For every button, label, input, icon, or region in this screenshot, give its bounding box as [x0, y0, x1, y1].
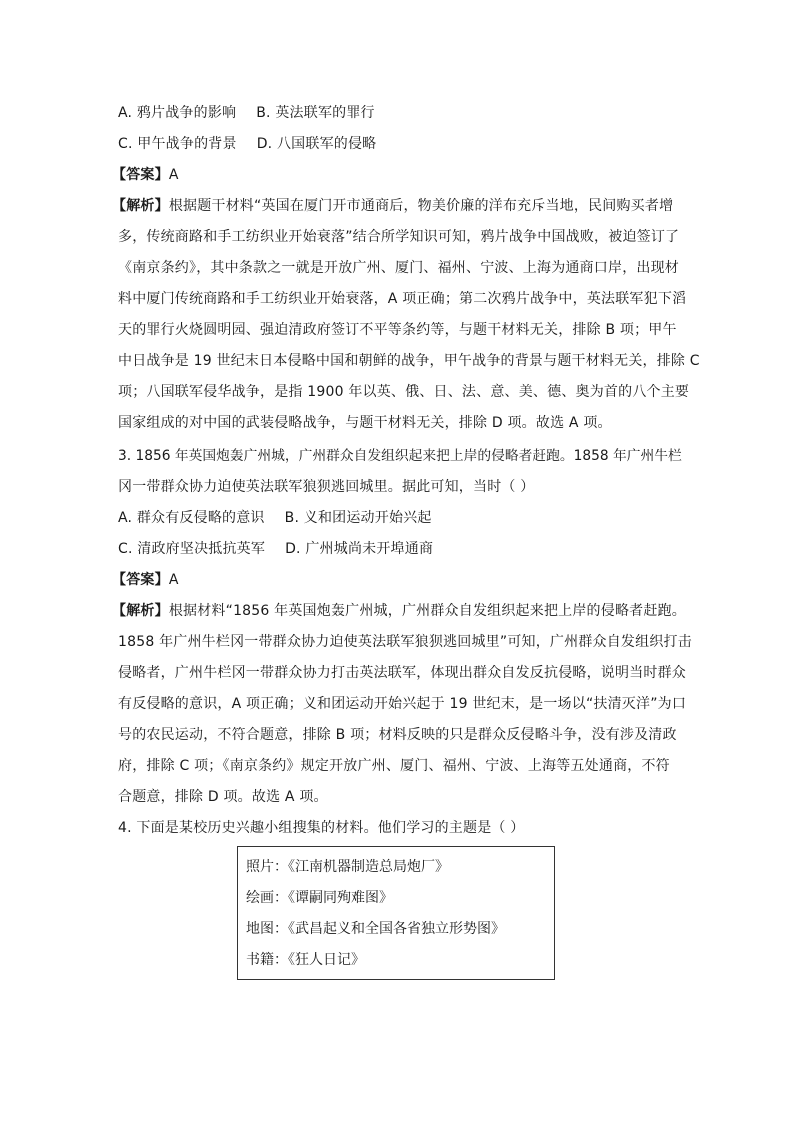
q2-analysis-label: 【解析】: [112, 198, 169, 214]
q3-option-b: B. 义和团运动开始兴起: [284, 510, 432, 526]
q2-analysis-line-7: 项；八国联军侵华战争，是指 1900 年以英、俄、日、法、意、美、德、奥为首的八个主要: [118, 384, 690, 400]
q3-analysis-line-7: 合题意，排除 D 项。故选 A 项。: [118, 789, 328, 805]
q3-analysis-line-4: 有反侵略的意识，A 项正确；义和团运动开始兴起于 19 世纪末，是一场以“扶清灭洋”为口: [118, 696, 687, 712]
q4-stem: 4. 下面是某校历史兴趣小组搜集的材料。他们学习的主题是（ ）: [118, 820, 525, 836]
q2-answer-value: A: [168, 167, 179, 183]
q4-materials-box: [237, 846, 555, 980]
q4-material-book: 书籍：《狂人日记》: [246, 952, 365, 968]
q4-material-map: 地图：《武昌起义和全国各省独立形势图》: [246, 921, 505, 937]
q3-analysis-line-3: 侵略者，广州牛栏冈一带群众协力打击英法联军，体现出群众自发反抗侵略，说明当时群众: [118, 665, 686, 681]
q3-analysis-text: 根据材料“1856 年英国炮轰广州城，广州群众自发组织起来把上岸的侵略者赶跑。: [168, 603, 686, 619]
q3-analysis-line-5: 号的农民运动，不符合题意，排除 B 项；材料反映的只是群众反侵略斗争，没有涉及清政: [118, 727, 677, 743]
q3-option-a: A. 群众有反侵略的意识: [118, 510, 265, 526]
q2-analysis-line-2: 多，传统商路和手工纺织业开始衰落”结合所学知识可知，鸦片战争中国战败，被迫签订了: [118, 229, 680, 245]
q4-material-painting: 绘画：《谭嗣同殉难图》: [246, 890, 393, 906]
q2-analysis-line-3: 《南京条约》，其中条款之一就是开放广州、厦门、福州、宁波、上海为通商口岸，出现材: [118, 260, 679, 276]
q3-stem-line-2: 冈一带群众协力迫使英法联军狼狈逃回城里。据此可知，当时（ ）: [118, 479, 535, 495]
q2-analysis-line-1: [112, 196, 673, 216]
q2-analysis-line-8: 国家组成的对中国的武装侵略战争，与题干材料无关，排除 D 项。故选 A 项。: [118, 415, 612, 431]
q3-analysis-label: 【解析】: [112, 603, 169, 619]
q2-options-row-2: [118, 134, 376, 154]
q3-options-row-2: [118, 539, 433, 559]
q2-option-c: C. 甲午战争的背景: [118, 136, 237, 152]
q2-options-row-1: [118, 103, 375, 123]
q2-analysis-line-6: 中日战争是 19 世纪末日本侵略中国和朝鲜的战争，甲午战争的背景与题干材料无关，排除 C: [118, 353, 700, 369]
q4-material-photo: 照片：《江南机器制造总局炮厂》: [246, 859, 449, 875]
q2-option-a: A. 鸦片战争的影响: [118, 105, 237, 121]
q3-analysis-line-1: [112, 601, 686, 621]
q3-answer-label: 【答案】: [112, 572, 169, 588]
q3-option-d: D. 广州城尚未开埠通商: [285, 541, 434, 557]
q2-analysis-line-5: 天的罪行火烧圆明园、强迫清政府签订不平等条约等，与题干材料无关，排除 B 项；甲午: [118, 322, 677, 338]
q2-answer-label: 【答案】: [112, 167, 169, 183]
q2-option-d: D. 八国联军的侵略: [256, 136, 377, 152]
q3-stem-line-1: 3. 1856 年英国炮轰广州城，广州群众自发组织起来把上岸的侵略者赶跑。1858 年广州牛栏: [118, 448, 682, 464]
q3-analysis-line-6: 府，排除 C 项；《南京条约》规定开放广州、厦门、福州、宁波、上海等五处通商，不符: [118, 758, 670, 774]
q3-analysis-line-2: 1858 年广州牛栏冈一带群众协力迫使英法联军狼狈逃回城里”可知，广州群众自发组织打击: [118, 634, 692, 650]
q3-option-c: C. 清政府坚决抵抗英军: [118, 541, 266, 557]
q3-answer-value: A: [168, 572, 179, 588]
q2-analysis-text: 根据题干材料“英国在厦门开市通商后，物美价廉的洋布充斥当地，民间购买者增: [168, 198, 674, 214]
q3-answer: [112, 570, 179, 590]
q2-answer: [112, 165, 179, 185]
q2-analysis-line-4: 料中厦门传统商路和手工纺织业开始衰落，A 项正确；第二次鸦片战争中，英法联军犯下滔: [118, 291, 687, 307]
q2-option-b: B. 英法联军的罪行: [256, 105, 375, 121]
q3-options-row-1: [118, 508, 432, 528]
